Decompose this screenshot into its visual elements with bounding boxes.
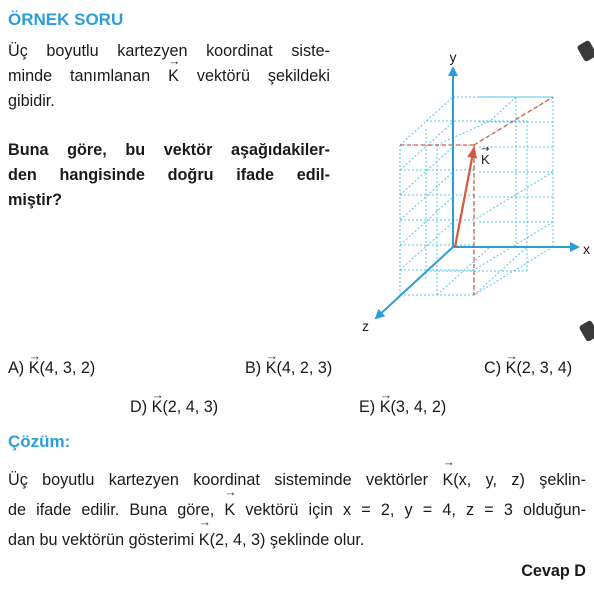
- solution-title: Çözüm:: [8, 432, 71, 451]
- z-axis: [376, 247, 453, 318]
- solution-text: [8, 465, 586, 555]
- vector-k-symbol: → K: [152, 398, 163, 417]
- solution-line-1: Üç boyutlu kartezyen koordinat sisteminde vektörler → K(x, y, z) şeklin-: [8, 465, 586, 495]
- vector-k-symbol: → K: [442, 465, 453, 495]
- vector-k-symbol: → K: [266, 359, 277, 378]
- projection-lines: [400, 97, 553, 295]
- question-line-3: gibidir.: [8, 92, 55, 110]
- y-axis-label: y: [449, 49, 457, 65]
- vector-k-arrow: [455, 148, 474, 247]
- example-question-title: ÖRNEK SORU: [8, 10, 124, 29]
- vector-k-symbol: → K: [168, 64, 179, 89]
- vector-k-label-arrow: →: [481, 144, 490, 155]
- vector-k-symbol: → K: [380, 398, 391, 417]
- x-axis-label: x: [583, 241, 590, 257]
- grid-box: [400, 97, 553, 295]
- solution-line-3: dan bu vektörün gösterimi → K(2, 4, 3) şeklinde olur.: [8, 525, 586, 555]
- option-a[interactable]: A) → K(4, 3, 2): [8, 359, 95, 378]
- question-line-2: minde tanımlanan → K vektörü şekildeki: [8, 64, 330, 89]
- z-axis-label: z: [362, 318, 369, 334]
- vector-k-label: K: [481, 152, 490, 167]
- option-e[interactable]: E) → K(3, 4, 2): [359, 398, 446, 417]
- prompt-line-3: miştir?: [8, 191, 62, 209]
- question-line-1: Üç boyutlu kartezyen koordinat siste-: [8, 42, 330, 60]
- vector-k-symbol: → K: [29, 359, 40, 378]
- answer-label: Cevap D: [521, 562, 586, 580]
- option-d[interactable]: D) → K(2, 4, 3): [130, 398, 218, 417]
- option-b[interactable]: B) → K(4, 2, 3): [245, 359, 332, 378]
- option-c[interactable]: C) → K(2, 3, 4): [484, 359, 572, 378]
- prompt-line-2: den hangisinde doğru ifade edil-: [8, 166, 330, 184]
- solution-line-2: de ifade edilir. Buna göre, → K vektörü için x = 2, y = 4, z = 3 olduğun-: [8, 495, 586, 525]
- vector-k-symbol: → K: [199, 525, 210, 555]
- vector-k-symbol: → K: [224, 495, 235, 525]
- vector-k-symbol: → K: [506, 359, 517, 378]
- prompt-line-1: Buna göre, bu vektör aşağıdakiler-: [8, 141, 330, 159]
